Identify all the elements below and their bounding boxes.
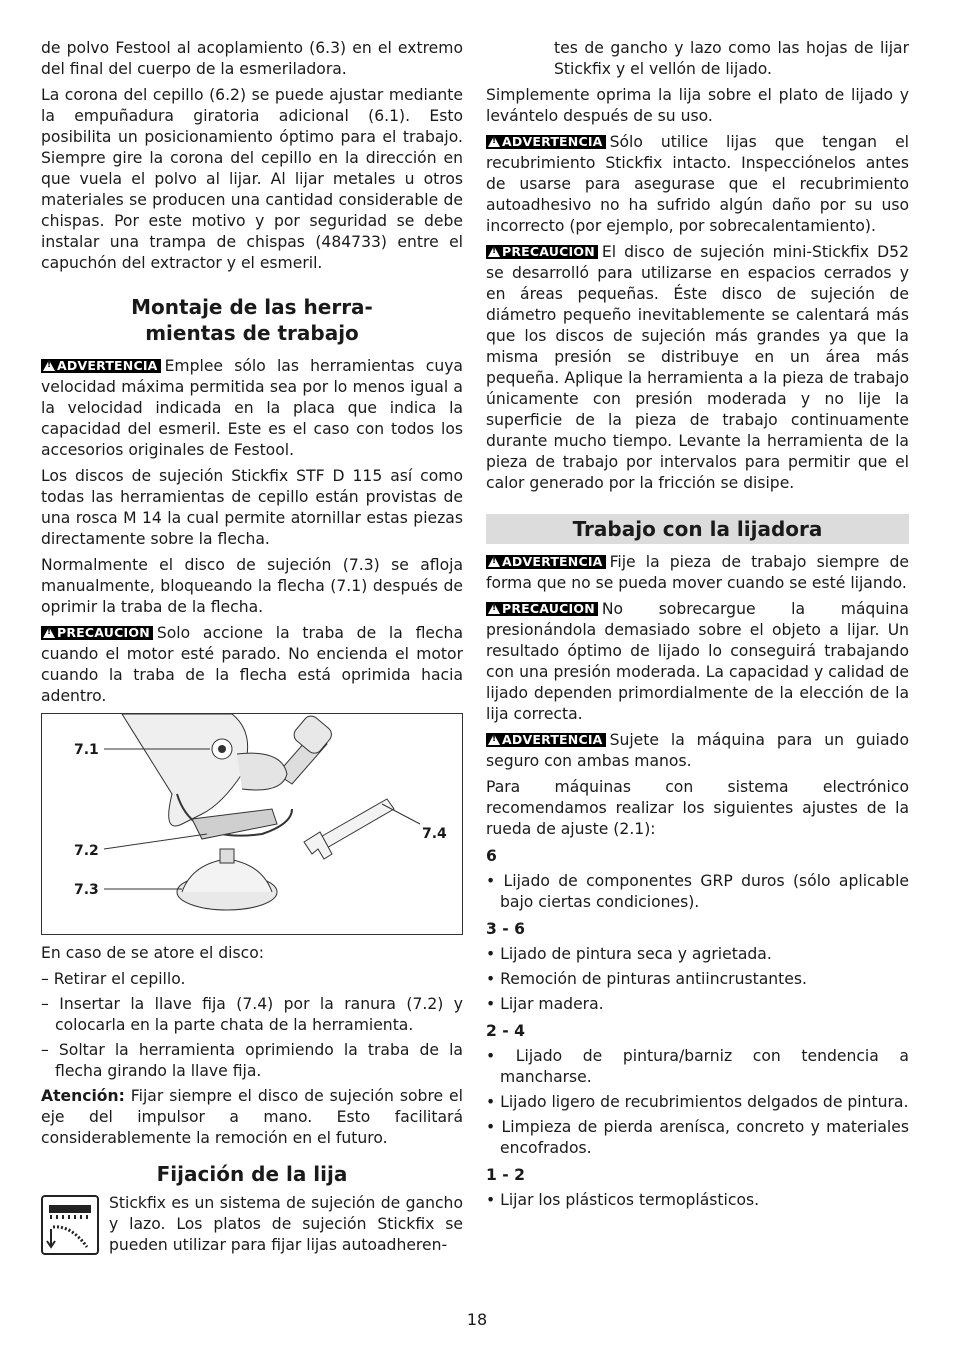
- warning-paragraph: !ADVERTENCIA Emplee sólo las herramientas cuya velocidad máxima permitida sea por lo menos igual a la velocidad indicada en la placa que indica la capacidad del esmeril. Este es el caso con todos los accesorios originales de Festool.: [41, 356, 463, 461]
- figure-label-7-2: 7.2: [74, 843, 99, 859]
- paragraph: En caso de se atore el disco:: [41, 944, 265, 962]
- caution-paragraph: !PRECAUCION El disco de sujeción mini-Stickfix D52 se desarrolló para utilizarse en espacios cerrados y en áreas pequeñas. Éste disco de sujeción de diámetro pequeño inevitablemente se calentará más que los discos de sujeción más grandes ya que la misma presión se distribuye en un área más pequeña. Aplique la herramienta a la pieza de trabajo únicamente con presión moderada y no lije la superficie de la pieza de trabajo continuamente durante mucho tiempo. Levante la herramienta de la pieza de trabajo por intervalos para permitir que el calor generado por la fricción se disipe.: [486, 242, 909, 494]
- page-number: 18: [466, 1310, 488, 1329]
- setting-level: 1 - 2: [486, 1166, 526, 1184]
- list-item: • Lijado de pintura seca y agrietada.: [486, 945, 772, 963]
- precaucion-badge: !PRECAUCION: [486, 245, 598, 259]
- warning-icon: [43, 360, 55, 371]
- paragraph: de polvo Festool al acoplamiento (6.3) en el extremo del final del cuerpo de la esmeriladora.: [41, 39, 463, 78]
- warning-icon: [488, 734, 500, 745]
- list-item: • Limpieza de pierda arenísca, concreto y materiales encofrados.: [486, 1118, 909, 1157]
- paragraph: La corona del cepillo (6.2) se puede ajustar mediante la empuñadura giratoria adicional (6.1). Esto posibilita un posicionamiento óptimo para el trabajo. Siempre gire la corona del cepillo en la dirección en que vuela el polvo al lijar. Al lijar metales u otros materiales se producen una cantidad considerable de chispas. Por este motivo y por seguridad se debe instalar una trampa de chispas (484733) entre el capuchón del extractor y el esmeril.: [41, 86, 463, 272]
- figure-label-7-3: 7.3: [74, 882, 99, 898]
- figure-label-7-4: 7.4: [422, 826, 447, 842]
- setting-level: 6: [486, 847, 497, 865]
- list-item: • Lijar madera.: [486, 995, 604, 1013]
- advertencia-badge: !ADVERTENCIA: [486, 555, 606, 569]
- list-item: • Lijar los plásticos termoplásticos.: [486, 1191, 760, 1209]
- right-column: [486, 38, 909, 1215]
- warning-icon: [488, 136, 500, 147]
- caution-paragraph: !PRECAUCION Solo accione la traba de la flecha cuando el motor esté parado. No encienda el motor cuando la traba de la flecha está oprimida hacia adentro.: [41, 623, 463, 707]
- warning-icon: [488, 556, 500, 567]
- warning-paragraph: !ADVERTENCIA Fije la pieza de trabajo siempre de forma que no se pueda mover cuando se esté lijando.: [486, 552, 909, 594]
- warning-paragraph: !ADVERTENCIA Sólo utilice lijas que tengan el recubrimiento Stickfix intacto. Inspecciónelos antes de usarse para asegurase que el recubrimiento autoadhesivo no ha sufrido algún daño por su uso incorrecto (por ejemplo, por sobrecalentamiento).: [486, 132, 909, 237]
- list-item: – Soltar la herramienta oprimiendo la traba de la flecha girando la llave fija.: [41, 1041, 463, 1080]
- warning-icon: [43, 627, 55, 638]
- stickfix-icon: [41, 1195, 99, 1255]
- list-item: • Lijado ligero de recubrimientos delgados de pintura.: [486, 1093, 909, 1111]
- advertencia-badge: !ADVERTENCIA: [41, 359, 161, 373]
- stickfix-block: [41, 1193, 463, 1256]
- list-item: – Insertar la llave fija (7.4) por la ranura (7.2) y colocarla en la parte chata de la herramienta.: [41, 995, 463, 1034]
- setting-level: 2 - 4: [486, 1022, 526, 1040]
- advertencia-badge: !ADVERTENCIA: [486, 733, 606, 747]
- paragraph: Stickfix es un sistema de sujeción de gancho y lazo. Los platos de sujeción Stickfix se pueden utilizar para fijar lijas autoadheren-: [109, 1194, 463, 1254]
- caution-paragraph: !PRECAUCION No sobrecargue la máquina presionándola demasiado sobre el objeto a lijar. Un resultado óptimo de lijado lo conseguirá trabajando con una presión moderada. La capacidad y calidad de lijado dependen primordialmente de la elección de la lija correcta.: [486, 599, 909, 725]
- advertencia-badge: !ADVERTENCIA: [486, 135, 606, 149]
- paragraph: Normalmente el disco de sujeción (7.3) se afloja manualmente, bloqueando la flecha (7.1) después de oprimir la traba de la flecha.: [41, 556, 463, 616]
- list-item: • Lijado de componentes GRP duros (sólo aplicable bajo ciertas condiciones).: [486, 872, 909, 911]
- paragraph: tes de gancho y lazo como las hojas de lijar Stickfix y el vellón de lijado.: [554, 39, 909, 78]
- paragraph: Para máquinas con sistema electrónico recomendamos realizar los siguientes ajustes de la rueda de ajuste (2.1):: [486, 778, 909, 838]
- left-column: [41, 38, 463, 1256]
- figure-7: [41, 713, 463, 935]
- angle-grinder-illustration: [42, 714, 462, 934]
- warning-icon: [488, 603, 500, 614]
- heading-fijacion: Fijación de la lija: [156, 1162, 348, 1186]
- list-item: • Remoción de pinturas antiincrustantes.: [486, 970, 807, 988]
- figure-label-7-1: 7.1: [74, 742, 99, 758]
- list-item: – Retirar el cepillo.: [41, 970, 186, 988]
- warning-icon: [488, 246, 500, 257]
- heading-trabajo: Trabajo con la lijadora: [486, 514, 909, 544]
- paragraph: Simplemente oprima la lija sobre el plato de lijado y levántelo después de su uso.: [486, 86, 909, 125]
- precaucion-badge: !PRECAUCION: [41, 626, 153, 640]
- paragraph: Los discos de sujeción Stickfix STF D 115 así como todas las herramientas de cepillo están provistas de una rosca M 14 la cual permite atornillar estas piezas directamente sobre la flecha.: [41, 467, 463, 548]
- list-item: • Lijado de pintura/barniz con tendencia a mancharse.: [486, 1047, 909, 1086]
- warning-paragraph: !ADVERTENCIA Sujete la máquina para un guiado seguro con ambas manos.: [486, 730, 909, 772]
- attention-paragraph: Atención: Fijar siempre el disco de sujeción sobre el eje del impulsor a mano. Esto facilitará considerablemente la remoción en el futuro.: [41, 1087, 463, 1147]
- heading-montaje: Montaje de las herra- mientas de trabajo: [131, 295, 373, 345]
- setting-level: 3 - 6: [486, 920, 526, 938]
- precaucion-badge: !PRECAUCION: [486, 602, 598, 616]
